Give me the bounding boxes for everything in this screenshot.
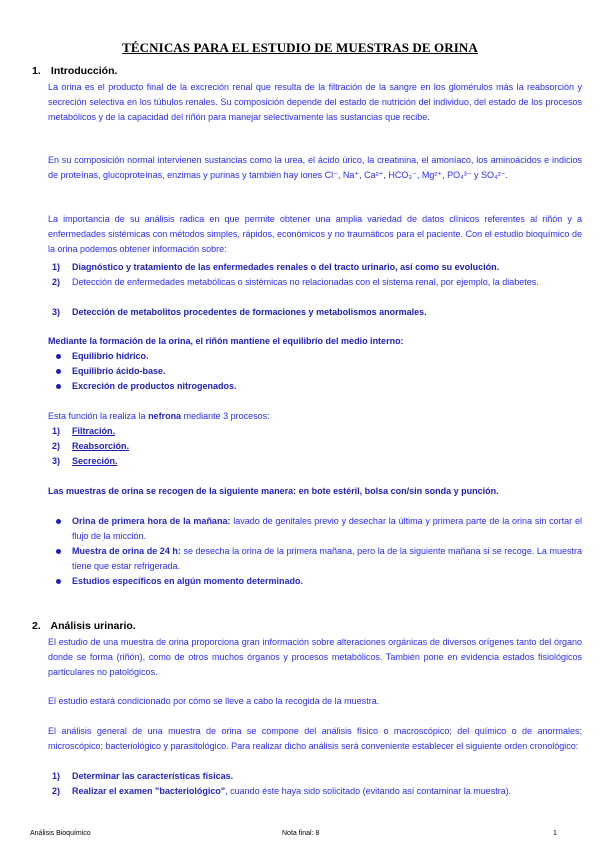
section-1-paragraph-5 [48,409,582,424]
list-item [52,439,582,454]
section-1-paragraph-6: Las muestras de orina se recogen de la siguiente manera: en bote estéril, bolsa con/sin sonda y punción. [48,486,499,496]
list-text: Equilibrio ácido-base. [72,366,166,376]
section-2-paragraph-3: El análisis general de una muestra de orina se compone del análisis físico o macroscópico; del químico o de anormales; microscópico; bacteriológico y parasitológico. Para realizar dicho análisis será conveniente establecer el siguiente orden cronológico: [48,726,582,751]
list-text: Excreción de productos nitrogenados. [72,381,237,391]
list-text: Filtración. [72,426,116,436]
section-2-number: 2. [32,620,41,632]
list-marker: 1) [52,771,61,781]
list-text: Secreción. [72,456,118,466]
footer-grade: Nota final: 8 [282,830,320,837]
list-marker: 1) [52,262,61,272]
bullet-icon [56,579,61,584]
list-item [52,454,582,469]
list-text: lavado de genitales previo y desechar la última y primera parte de la orina sin cortar el flujo de la micción. [72,516,582,541]
list-item [52,514,582,544]
paragraph-5-post: mediante 3 procesos: [181,411,270,421]
list-item [52,349,582,364]
section-2-paragraph-1: El estudio de una muestra de orina proporciona gran información sobre alteraciones orgánicas de diversos orígenes tanto del órgano donde se forma (riñón), como de otros muchos órganos y procesos metabólicos. También pone en evidencia estados fisiológicos particulares no patológicos. [48,637,582,677]
list-item [52,260,582,275]
list-item [52,574,582,589]
bullet-icon [56,384,61,389]
list-marker: 2) [52,277,61,287]
section-1-number: 1. [32,65,41,77]
list-item [52,769,582,784]
list-text: Reabsorción. [72,441,130,451]
list-item [52,379,582,394]
paragraph-5-pre: Esta función la realiza la [48,411,149,421]
list-marker: 3) [52,307,61,317]
list-item [52,544,582,574]
list-item [52,784,582,799]
section-1-paragraph-2: En su composición normal intervienen sustancias como la urea, el ácido úrico, la creatinina, el amoníaco, los aminoácidos e indicios de proteínas, glucoproteínas, enzimas y purinas y también hay iones Cl⁻, Na⁺, Ca²⁺, HCO₃⁻, Mg²⁺, PO₄³⁻ y SO₄²⁻. [48,155,582,180]
section-1-paragraph-4: Mediante la formación de la orina, el riñón mantiene el equilibrio del medio interno: [48,336,404,346]
paragraph-5-strong: nefrona [148,411,182,421]
bullet-icon [56,519,61,524]
list-text: , cuando éste haya sido solicitado (evitando así contaminar la muestra). [225,786,512,796]
bullet-icon [56,369,61,374]
list-item [52,305,582,320]
footer-course: Análisis Bioquímico [30,830,91,837]
list-item [52,424,582,439]
bullet-icon [56,549,61,554]
list-strong: Determinar las características físicas. [72,771,234,781]
list-marker: 2) [52,786,61,796]
list-text: Diagnóstico y tratamiento de las enfermedades renales o del tracto urinario, así como su evolución. [72,262,500,272]
list-marker: 2) [52,441,61,451]
list-item [52,275,582,290]
section-1-title: Introducción. [50,65,118,77]
list-marker: 1) [52,426,61,436]
section-2-paragraph-2: El estudio estará condicionado por cómo se lleve a cabo la recogida de la muestra. [48,696,380,706]
list-text: Detección de enfermedades metabólicas o sistémicas no relacionadas con el sistema renal, por ejemplo, la diabetes. [72,277,539,287]
bullet-icon [56,354,61,359]
section-1-paragraph-3: La importancia de su análisis radica en que permite obtener una amplia variedad de datos clínicos referentes al riñón y a enfermedades sistémicas con métodos simples, rápidos, económicos y no traumáticos para el paciente. Con el estudio bioquímico de la orina podemos obtener información sobre: [48,214,582,254]
list-marker: 3) [52,456,61,466]
list-text: Detección de metabolitos procedentes de formaciones y metabolismos anormales. [72,307,427,317]
list-text: Equilibrio hídrico. [72,351,149,361]
section-2-heading [32,620,136,632]
document-title: TÉCNICAS PARA EL ESTUDIO DE MUESTRAS DE ORINA [122,40,478,55]
section-2-title: Análisis urinario. [50,620,136,632]
list-strong: Realizar el examen "bacteriológico" [72,786,226,796]
list-text: se desecha la orina de la primera mañana, pero la de la siguiente mañana si se recoge. La muestra tiene que estar refrigerada. [72,546,582,571]
section-1-heading [32,65,117,77]
list-strong: Muestra de orina de 24 h: [72,546,181,556]
list-strong: Orina de primera hora de la mañana: [72,516,231,526]
list-item [52,364,582,379]
list-strong: Estudios específicos en algún momento determinado. [72,576,304,586]
section-1-paragraph-1: La orina es el producto final de la excreción renal que resulta de la filtración de la sangre en los glomérulos más la reabsorción y secreción selectiva en los túbulos renales. Su composición depende del estado de nutrición del individuo, del estado de los procesos metabólicos y de la capacidad del riñón para manejar selectivamente las sustancias que recibe. [48,82,582,122]
footer-page-number: 1 [553,830,557,837]
